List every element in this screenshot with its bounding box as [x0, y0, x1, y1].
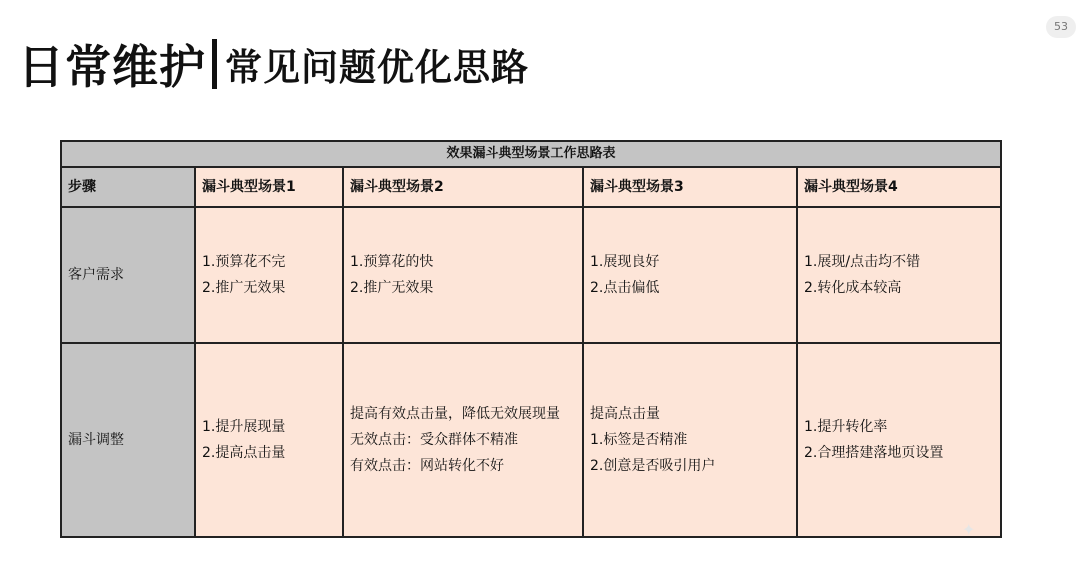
cell-text: 有效点击：网站转化不好 — [350, 458, 504, 474]
title-divider — [212, 39, 217, 89]
header-scene-1: 漏斗典型场景1 — [195, 167, 343, 207]
slide-title — [18, 34, 529, 94]
cell-text: 2.提高点击量 — [202, 445, 286, 461]
cell-text: 1.展现良好 — [590, 254, 660, 270]
cell-text: 1.预算花的快 — [350, 254, 434, 270]
cell-text: 1.展现/点击均不错 — [804, 254, 921, 270]
cell-demand-scene-2 — [343, 207, 583, 343]
watermark-logo: ✦ — [962, 520, 976, 539]
table-row-customer-demand — [61, 207, 1001, 343]
table-row-funnel-adjustment — [61, 343, 1001, 537]
cell-demand-scene-3 — [583, 207, 797, 343]
cell-text: 提高点击量 — [590, 406, 660, 422]
cell-text: 1.提升转化率 — [804, 419, 888, 435]
table-caption: 效果漏斗典型场景工作思路表 — [61, 141, 1001, 167]
cell-demand-scene-1 — [195, 207, 343, 343]
cell-text: 1.提升展现量 — [202, 419, 286, 435]
cell-text: 1.标签是否精准 — [590, 432, 688, 448]
cell-text: 2.推广无效果 — [202, 280, 286, 296]
funnel-scenario-table — [60, 140, 1002, 538]
cell-text: 2.创意是否吸引用户 — [590, 458, 716, 474]
header-scene-2: 漏斗典型场景2 — [343, 167, 583, 207]
funnel-table-container — [60, 140, 1002, 538]
cell-adjust-scene-4 — [797, 343, 1001, 537]
table-header-row — [61, 167, 1001, 207]
cell-text: 无效点击：受众群体不精准 — [350, 432, 518, 448]
header-step: 步骤 — [61, 167, 195, 207]
cell-adjust-scene-3 — [583, 343, 797, 537]
slide-title-main: 日常维护 — [18, 40, 206, 94]
slide-title-sub: 常见问题优化思路 — [225, 46, 529, 89]
table-caption-row — [61, 141, 1001, 167]
cell-text: 2.转化成本较高 — [804, 280, 902, 296]
cell-text: 2.点击偏低 — [590, 280, 660, 296]
header-scene-4: 漏斗典型场景4 — [797, 167, 1001, 207]
row-label-customer-demand: 客户需求 — [61, 207, 195, 343]
cell-text: 2.推广无效果 — [350, 280, 434, 296]
cell-demand-scene-4 — [797, 207, 1001, 343]
row-label-funnel-adjustment: 漏斗调整 — [61, 343, 195, 537]
cell-adjust-scene-1 — [195, 343, 343, 537]
cell-text: 2.合理搭建落地页设置 — [804, 445, 944, 461]
cell-adjust-scene-2 — [343, 343, 583, 537]
cell-text: 提高有效点击量，降低无效展现量 — [350, 406, 560, 422]
header-scene-3: 漏斗典型场景3 — [583, 167, 797, 207]
cell-text: 1.预算花不完 — [202, 254, 286, 270]
page-number-badge: 53 — [1046, 16, 1076, 38]
